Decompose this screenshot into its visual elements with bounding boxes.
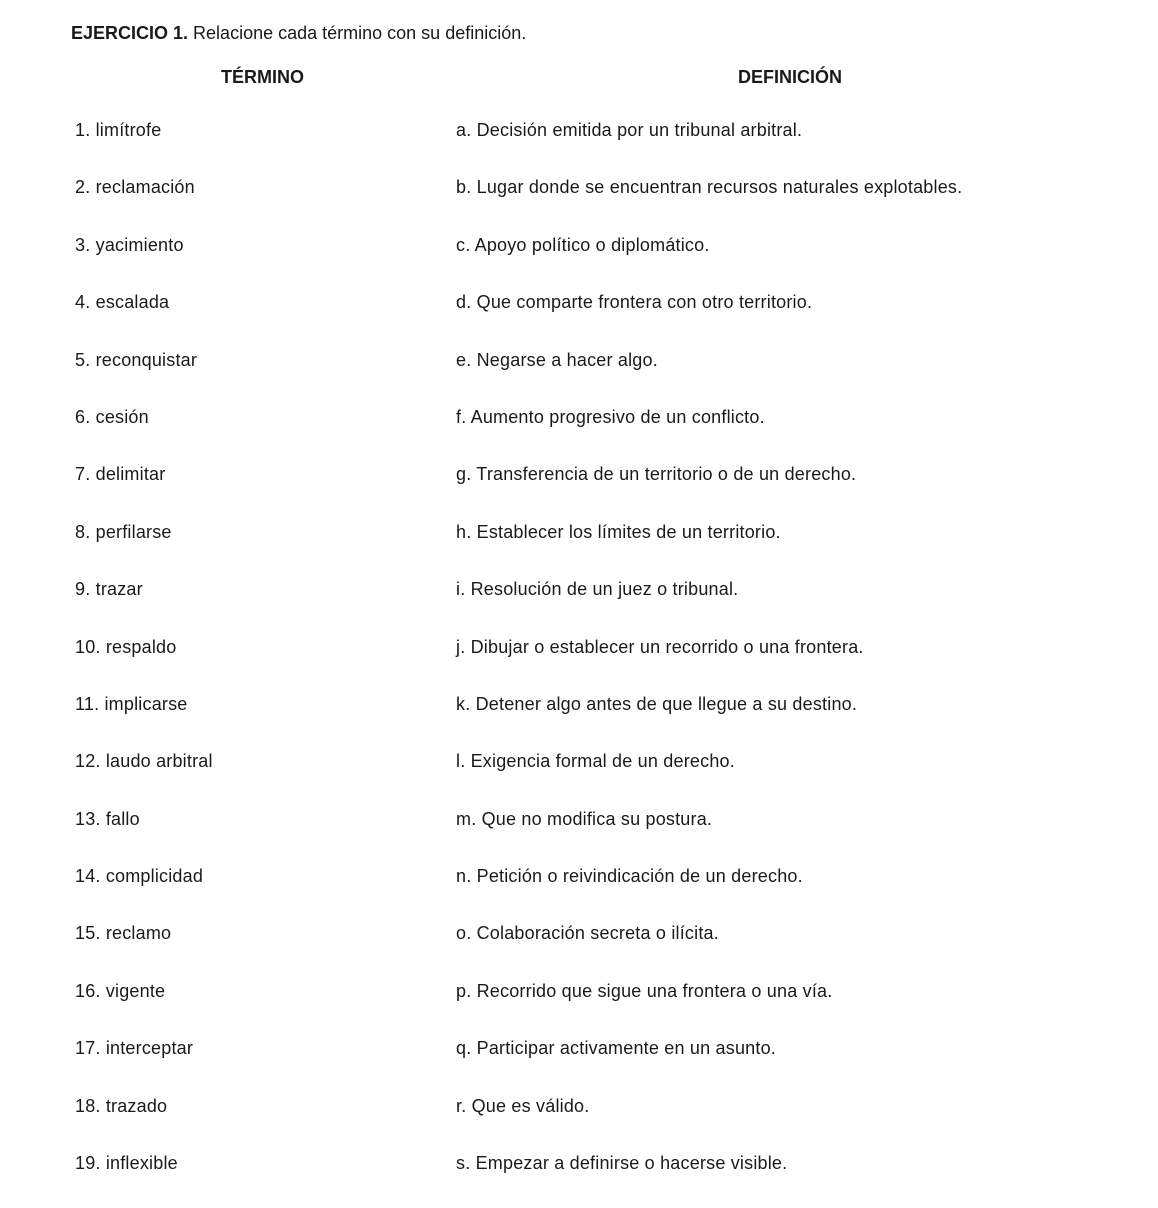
- term: 19. inflexible: [75, 1153, 178, 1174]
- list-item: [0, 290, 1158, 347]
- definition: r. Que es válido.: [456, 1095, 590, 1116]
- definition: p. Recorrido que sigue una frontera o una vía.: [456, 980, 833, 1001]
- term: 14. complicidad: [75, 866, 204, 887]
- definition: l. Exigencia formal de un derecho.: [456, 751, 735, 772]
- term: 17. interceptar: [75, 1038, 194, 1059]
- definition: s. Empezar a definirse o hacerse visible.: [456, 1153, 788, 1174]
- term: 18. trazado: [75, 1095, 168, 1116]
- list-item: [0, 979, 1158, 1036]
- list-item: [0, 1036, 1158, 1093]
- term: 8. perfilarse: [75, 521, 172, 542]
- list-item: [0, 520, 1158, 577]
- term: 11. implicarse: [75, 693, 188, 714]
- definition: q. Participar activamente en un asunto.: [456, 1038, 776, 1059]
- list-item: [0, 118, 1158, 175]
- list-item: [0, 1094, 1158, 1151]
- list-item: [0, 749, 1158, 806]
- term: 15. reclamo: [75, 923, 172, 944]
- definition: b. Lugar donde se encuentran recursos naturales explotables.: [456, 177, 963, 198]
- definition: m. Que no modifica su postura.: [456, 808, 713, 829]
- term: 4. escalada: [75, 292, 170, 313]
- definition: g. Transferencia de un territorio o de un derecho.: [456, 464, 857, 485]
- term: 16. vigente: [75, 980, 166, 1001]
- list-item: [0, 348, 1158, 405]
- list-item: [0, 577, 1158, 634]
- exercise-text: Relacione cada término con su definición.: [188, 23, 527, 43]
- list-item: [0, 635, 1158, 692]
- definition: a. Decisión emitida por un tribunal arbitral.: [456, 120, 803, 140]
- exercise-label: EJERCICIO 1.: [71, 23, 189, 43]
- list-item: [0, 233, 1158, 290]
- term-column-header: TÉRMINO: [221, 67, 304, 87]
- term: 6. cesión: [75, 406, 149, 427]
- term: 10. respaldo: [75, 636, 177, 657]
- definition: c. Apoyo político o diplomático.: [456, 234, 710, 255]
- exercise-instruction: [71, 21, 526, 45]
- term: 9. trazar: [75, 579, 143, 600]
- definition: o. Colaboración secreta o ilícita.: [456, 923, 719, 944]
- definition: j. Dibujar o establecer un recorrido o una frontera.: [456, 636, 864, 657]
- list-item: [0, 175, 1158, 232]
- matching-list: [0, 118, 1158, 1208]
- definition: n. Petición o reivindicación de un derecho.: [456, 866, 803, 887]
- list-item: [0, 462, 1158, 519]
- definition-column-header: DEFINICIÓN: [737, 67, 842, 87]
- definition: k. Detener algo antes de que llegue a su destino.: [456, 693, 858, 714]
- term: 12. laudo arbitral: [75, 751, 213, 772]
- definition: f. Aumento progresivo de un conflicto.: [456, 406, 765, 427]
- term: 7. delimitar: [75, 464, 166, 485]
- list-item: [0, 807, 1158, 864]
- term: 2. reclamación: [75, 177, 195, 198]
- list-item: [0, 864, 1158, 921]
- term: 5. reconquistar: [75, 349, 198, 370]
- term: 1. limítrofe: [75, 120, 162, 140]
- list-item: [0, 921, 1158, 978]
- definition: i. Resolución de un juez o tribunal.: [456, 579, 739, 600]
- list-item: [0, 692, 1158, 749]
- list-item: [0, 405, 1158, 462]
- definition: h. Establecer los límites de un territorio.: [456, 521, 781, 542]
- term: 13. fallo: [75, 808, 140, 829]
- definition: d. Que comparte frontera con otro territorio.: [456, 292, 813, 313]
- term: 3. yacimiento: [75, 234, 184, 255]
- list-item: [0, 1151, 1158, 1208]
- definition: e. Negarse a hacer algo.: [456, 349, 658, 370]
